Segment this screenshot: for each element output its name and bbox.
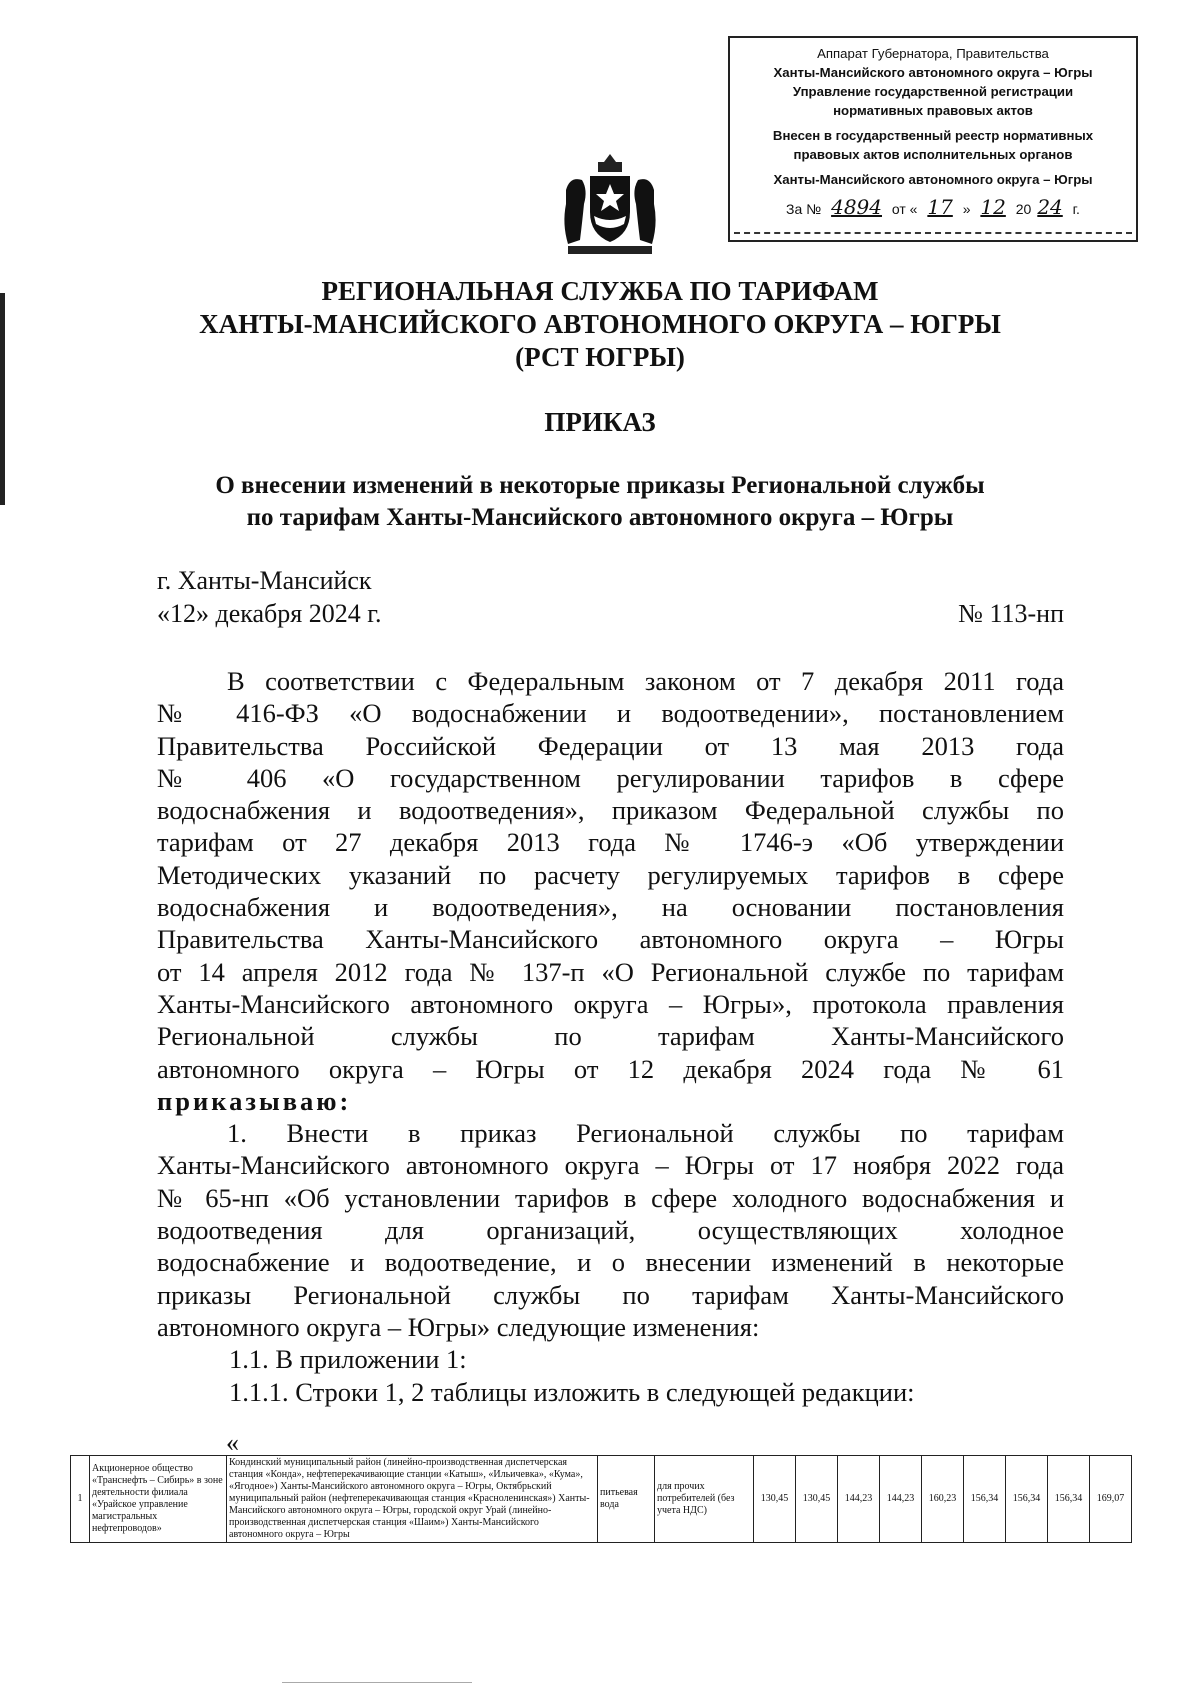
item1-line: водоснабжение и водоотведение, и о внесении изменений в некоторые [157,1247,1064,1278]
tariff-value: 156,34 [1048,1456,1090,1543]
stamp-reg-month: 12 [980,195,1006,219]
tariff-table [70,1455,1132,1543]
stamp-reg-from: от « [891,201,918,217]
stamp-reg-number: 4894 [831,195,882,219]
subtitle-line: О внесении изменений в некоторые приказы Региональной службы [215,472,985,499]
document-body [157,665,1064,1408]
item-1-1-1: 1.1.1. Строки 1, 2 таблицы изложить в следующей редакции: [229,1376,915,1407]
item1-line: водоотведения для организаций, осуществляющих холодное [157,1215,1064,1246]
organization-cell: Акционерное общество «Транснефть – Сибирь» в зоне деятельности филиала «Урайское управление магистральных нефтепроводов» [90,1456,227,1543]
stamp-registration-number [736,195,1130,219]
title-line: (РСТ ЮГРЫ) [515,342,685,372]
row-number: 1 [71,1456,90,1543]
body-line: Методических указаний по расчету регулируемых тарифов в сфере [157,859,1064,890]
stamp-reg-mid: » [962,201,971,217]
opening-quote: « [226,1428,239,1457]
item-1-1: 1.1. В приложении 1: [229,1344,467,1375]
body-line: № 416-ФЗ «О водоснабжении и водоотведении», постановлением [157,698,1064,729]
stamp-dashed-line [734,232,1132,234]
body-line: Региональной службы по тарифам Ханты-Мансийского [157,1021,1064,1052]
item1-line: автономного округа – Югры» следующие изменения: [157,1311,760,1342]
item1-line: № 65-нп «Об установлении тарифов в сфере холодного водоснабжения и [157,1182,1064,1213]
order-heading: ПРИКАЗ [544,407,656,437]
consumer-cell: для прочих потребителей (без учета НДС) [655,1456,754,1543]
stamp-reg-day: 17 [927,195,953,219]
tariff-value: 156,34 [1006,1456,1048,1543]
body-line: тарифам от 27 декабря 2013 года № 1746-э «Об утверждении [157,827,1064,858]
tariff-value: 144,23 [838,1456,880,1543]
stamp-line: правовых актов исполнительных органов [793,147,1073,162]
body-line: от 14 апреля 2012 года № 137-п «О Региональной службе по тарифам [157,956,1064,987]
issue-date: «12» декабря 2024 г. [157,599,382,628]
scan-margin-bar [0,293,5,505]
stamp-reg-prefix: За № [786,201,822,217]
document-title [130,275,1070,374]
stamp-reg-year-prefix: 20 [1015,201,1032,217]
stamp-reg-year: 24 [1037,195,1063,219]
territory-cell: Кондинский муниципальный район (линейно-производственная диспетчерская станция «Конда», нефтеперекачивающие станции «Катыш», «Ильичевка», «Кума», «Ягодное») Ханты-Мансийского автономного округа – Югры, Октябрьский муниципальный район (нефтеперекачивающая станция «Красноленинская») Ханты-Мансийского автономного округа – Югры, городской округ Урай (линейно-производственная диспетчерская станция «Шаим») Ханты-Мансийского автономного округа – Югры [227,1456,598,1543]
tariff-value: 156,34 [964,1456,1006,1543]
table-row [71,1456,1132,1543]
item1-line: приказы Региональной службы по тарифам Ханты-Мансийского [157,1279,1064,1310]
body-line: автономного округа – Югры от 12 декабря 2024 года № 61 [157,1053,1064,1084]
tariff-value: 160,23 [922,1456,964,1543]
tariff-value: 144,23 [880,1456,922,1543]
coat-of-arms-icon [558,150,662,260]
stamp-line: Внесен в государственный реестр нормативных [772,128,1094,143]
stamp-line: Аппарат Губернатора, Правительства [817,46,1049,61]
tariff-value: 130,45 [754,1456,796,1543]
title-line: РЕГИОНАЛЬНАЯ СЛУЖБА ПО ТАРИФАМ [321,276,879,306]
subtitle-line: по тарифам Ханты-Мансийского автономного округа – Югры [246,504,954,531]
stamp-okrug: Ханты-Мансийского автономного округа – Югры [773,172,1093,187]
stamp-line: Ханты-Мансийского автономного округа – Югры [773,65,1093,80]
issue-city: г. Ханты-Мансийск [157,566,372,595]
footnote-divider [282,1682,472,1683]
item1-line: 1. Внести в приказ Региональной службы по тарифам [227,1118,1064,1149]
document-subtitle [130,470,1070,534]
stamp-reg-suffix: г. [1072,201,1080,217]
body-line: № 406 «О государственном регулировании тарифов в сфере [157,762,1064,793]
title-line: ХАНТЫ-МАНСИЙСКОГО АВТОНОМНОГО ОКРУГА – ЮГРЫ [199,309,1001,339]
body-line: Правительства Российской Федерации от 13 мая 2013 года [157,730,1064,761]
tariff-value: 169,07 [1090,1456,1132,1543]
body-line: водоснабжения и водоотведения», приказом Федеральной службы по [157,795,1064,826]
body-line: Правительства Ханты-Мансийского автономного округа – Югры [157,924,1064,955]
order-number: № 113-нп [958,599,1064,628]
body-line: Ханты-Мансийского автономного округа – Югры», протокола правления [157,988,1064,1019]
registration-stamp [728,36,1138,242]
body-line: В соответствии с Федеральным законом от 7 декабря 2011 года [227,666,1064,696]
body-line: водоснабжения и водоотведения», на основании постановления [157,892,1064,923]
stamp-line: нормативных правовых актов [833,103,1033,118]
tariff-value: 130,45 [796,1456,838,1543]
order-verb: приказываю: [157,1085,352,1116]
stamp-line: Управление государственной регистрации [792,84,1074,99]
item1-line: Ханты-Мансийского автономного округа – Югры от 17 ноября 2022 года [157,1150,1064,1181]
service-cell: питьевая вода [598,1456,655,1543]
